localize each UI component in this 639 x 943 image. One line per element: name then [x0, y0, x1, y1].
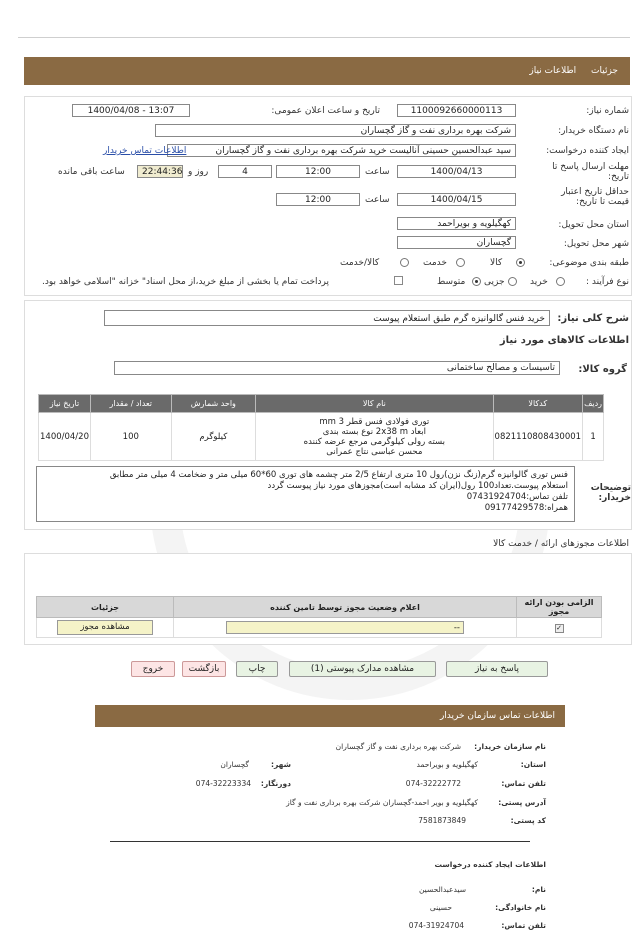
buyer-field: شرکت بهره برداری نفت و گاز گچساران — [155, 124, 516, 137]
row-index: 1 — [583, 413, 604, 461]
goods-info-title: اطلاعات کالاهای مورد نیاز — [499, 335, 629, 346]
status-field: -- — [226, 621, 464, 634]
creator-field: سید عبدالحسین حسینی آنالیست خرید شرکت بهره برداری نفت و گاز گچساران — [167, 144, 516, 157]
creator-name-label: نام: — [531, 885, 546, 894]
details-cell — [37, 618, 174, 638]
contact-divider — [110, 841, 530, 842]
deadline-time-field: 12:00 — [276, 165, 360, 178]
goods-table — [38, 394, 604, 461]
province-field: کهگیلویه و بویراحمد — [397, 217, 516, 230]
day-label: روز و — [188, 167, 209, 177]
contact-province-label: استان: — [520, 760, 546, 769]
contact-address-value: کهگیلویه و بویر احمد-گچساران شرکت بهره برداری نفت و گاز — [286, 798, 478, 807]
buyer-notes-box — [36, 466, 575, 522]
row-name-line: بسته رولی کیلوگرمی مرجع عرضه کننده — [303, 436, 445, 447]
contact-title: اطلاعات تماس سازمان خریدار — [439, 711, 555, 721]
radio-goods-label: کالا — [490, 258, 503, 268]
contact-phone-value: 074-32222772 — [405, 779, 461, 788]
remaining-time-field: 22:44:36 — [137, 165, 183, 178]
print-button[interactable]: چاپ — [236, 661, 278, 677]
col-required: الزامی بودن ارائه مجوز — [517, 597, 602, 618]
col-qty: تعداد / مقدار — [91, 395, 172, 413]
required-cell — [517, 618, 602, 638]
buyer-label: نام دستگاه خریدار: — [558, 126, 629, 136]
group-label: گروه کالا: — [578, 364, 627, 375]
permits-table — [36, 596, 602, 638]
radio-buy[interactable] — [556, 277, 565, 286]
reply-button[interactable]: پاسخ به نیاز — [446, 661, 548, 677]
radio-partial[interactable] — [508, 277, 517, 286]
contact-fax-value: 074-32223334 — [195, 779, 251, 788]
contact-header — [95, 705, 565, 727]
table-row — [37, 618, 602, 638]
contact-postal-label: کد پستی: — [510, 816, 546, 825]
validity-label: حداقل تاریخ اعتبار قیمت تا تاریخ: — [561, 187, 629, 207]
radio-goods-service-label: کالا/خدمت — [340, 258, 380, 268]
creator-family-value: حسینی — [429, 903, 452, 912]
col-name: نام کالا — [256, 395, 493, 413]
row-name-line: توری فولادی فنس قطر 3 mm — [319, 416, 430, 427]
deadline-time-label: ساعت — [365, 167, 390, 177]
radio-service[interactable] — [456, 258, 465, 267]
days-field: 4 — [218, 165, 272, 178]
validity-time-label: ساعت — [365, 195, 390, 205]
buyer-notes-label: توضیحات خریدار: — [590, 483, 631, 503]
need-number-label: شماره نیاز: — [586, 106, 629, 116]
radio-buy-label: خرید — [530, 277, 548, 287]
validity-time-field: 12:00 — [276, 193, 360, 206]
top-divider — [18, 37, 630, 38]
contact-fax-label: دورنگار: — [260, 779, 291, 788]
goods-table-header — [39, 395, 604, 413]
contact-phone-label: تلفن تماس: — [501, 779, 546, 788]
col-date: تاریخ نیاز — [39, 395, 91, 413]
col-status: اعلام وضعیت مجوز توسط تامین کننده — [174, 597, 517, 618]
contact-address-label: آدرس پستی: — [498, 798, 546, 807]
buyer-notes-line: فنس توری گالوانیزه گرم(زنگ نزن)رول 10 متری ارتفاع 2/5 متر چشمه های توری 60*60 میلی متر و ضخامت 4 میلی متر مطابق — [109, 470, 568, 480]
tab-need-info[interactable]: اطلاعات نیاز — [529, 66, 577, 76]
col-code: کدکالا — [493, 395, 583, 413]
col-details: جزئیات — [37, 597, 174, 618]
permits-table-header — [37, 597, 602, 618]
row-name-line: محسن عباسی نتاج عمرانی — [326, 446, 423, 457]
deadline-date-field: 1400/04/13 — [397, 165, 516, 178]
buyer-notes-line: استعلام پیوست.تعداد100 رول(ایران کد مشابه است)مجوزهای مورد نیاز پیوست گردد — [267, 481, 568, 491]
attachments-button[interactable]: مشاهده مدارک پیوستی (1) — [289, 661, 436, 677]
radio-medium-label: متوسط — [437, 277, 466, 287]
radio-partial-label: جزیی — [484, 277, 505, 287]
required-checkbox: ✓ — [556, 623, 562, 632]
payment-checkbox[interactable] — [394, 276, 403, 285]
process-label: نوع فرآیند : — [586, 277, 629, 287]
radio-goods-service[interactable] — [400, 258, 409, 267]
deadline-label: مهلت ارسال پاسخ تا تاریخ: — [552, 162, 629, 182]
creator-title: اطلاعات ایجاد کننده درخواست — [434, 860, 546, 869]
city-field: گچساران — [397, 236, 516, 249]
contact-postal-value: 7581873849 — [418, 816, 466, 825]
org-label: نام سازمان خریدار: — [474, 742, 546, 751]
announce-field: 1400/04/08 - 13:07 — [72, 104, 190, 117]
announce-label: تاریخ و ساعت اعلان عمومی: — [271, 106, 380, 116]
buyer-notes-line: همراه:09177429578 — [484, 503, 568, 513]
category-label: طبقه بندی موضوعی: — [549, 258, 629, 268]
org-value: شرکت بهره برداری نفت و گاز گچساران — [335, 742, 461, 751]
row-unit: کیلوگرم — [171, 413, 256, 461]
province-label: استان محل تحویل: — [558, 220, 629, 230]
row-name — [256, 413, 493, 461]
view-permit-button[interactable]: مشاهده مجوز — [57, 620, 153, 635]
row-qty: 100 — [91, 413, 172, 461]
payment-note: پرداخت تمام یا بخشی از مبلغ خرید،از محل اسناد" خزانه "اسلامی خواهد بود. — [42, 277, 330, 287]
creator-phone-label: تلفن تماس: — [501, 921, 546, 930]
back-button[interactable]: بازگشت — [182, 661, 226, 677]
city-label: شهر محل تحویل: — [563, 239, 629, 249]
creator-family-label: نام خانوادگی: — [495, 903, 546, 912]
header-bar — [24, 57, 630, 85]
row-code: 0821110808430001 — [493, 413, 583, 461]
remaining-label: ساعت باقی مانده — [58, 167, 125, 177]
row-name-line: ابعاد 2x38 m نوع بسته بندی — [322, 426, 426, 437]
contact-city-label: شهر: — [271, 760, 291, 769]
tab-details[interactable]: جزئیات — [591, 66, 618, 76]
validity-date-field: 1400/04/15 — [397, 193, 516, 206]
permits-title: اطلاعات مجوزهای ارائه / خدمت کالا — [493, 539, 629, 549]
buyer-notes-line: تلفن تماس:07431924704 — [466, 492, 568, 502]
contact-province-value: کهگیلویه و بویراحمد — [416, 760, 478, 769]
creator-name-value: سیدعبدالحسین — [418, 885, 466, 894]
creator-label: ایجاد کننده درخواست: — [546, 146, 629, 156]
radio-medium[interactable] — [472, 277, 481, 286]
col-unit: واحد شمارش — [171, 395, 256, 413]
radio-goods[interactable] — [516, 258, 525, 267]
buyer-contact-link[interactable]: اطلاعات تماس خریدار — [103, 146, 187, 156]
summary-field: خرید فنس گالوانیزه گرم طبق استعلام پیوست — [104, 310, 550, 326]
need-number-field: 1100092660000113 — [397, 104, 516, 117]
exit-button[interactable]: خروج — [131, 661, 175, 677]
creator-phone-value: 074-31924704 — [408, 921, 464, 930]
table-row — [39, 413, 604, 461]
summary-label: شرح کلی نیاز: — [557, 313, 629, 324]
contact-city-value: گچساران — [220, 760, 249, 769]
row-date: 1400/04/20 — [39, 413, 91, 461]
group-field: تاسیسات و مصالح ساختمانی — [114, 361, 560, 375]
radio-service-label: خدمت — [423, 258, 447, 268]
status-cell — [174, 618, 517, 638]
col-index: ردیف — [583, 395, 604, 413]
